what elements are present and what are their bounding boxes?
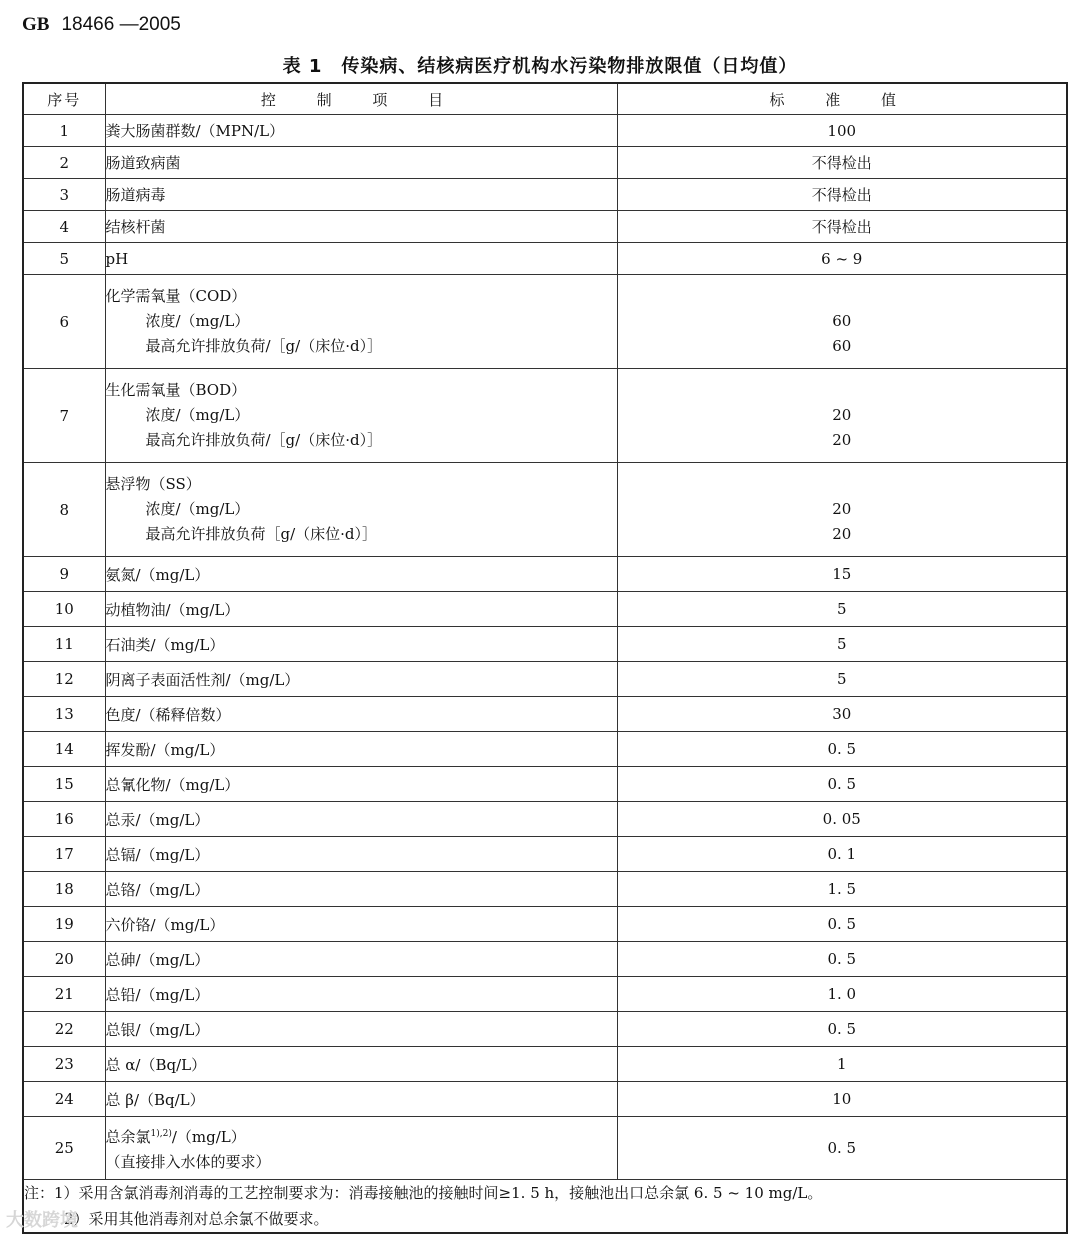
standard-number (22, 14, 181, 36)
row-item: 阴离子表面活性剂/（mg/L） (105, 662, 617, 697)
row-item: 粪大肠菌群数/（MPN/L） (105, 115, 617, 147)
row-value: 20 (832, 406, 852, 424)
row-no: 4 (23, 211, 105, 243)
table-row (23, 907, 1067, 942)
table-row (23, 1047, 1067, 1082)
row-item: 肠道病毒 (105, 179, 617, 211)
discharge-limits-table (22, 82, 1068, 1234)
row-value: 0. 5 (617, 1012, 1067, 1047)
table-row (23, 147, 1067, 179)
row-no: 9 (23, 557, 105, 592)
row-no: 23 (23, 1047, 105, 1082)
row-subitem: 最高允许排放负荷［g/（床位·d）］ (145, 525, 378, 543)
row-value: 5 (617, 592, 1067, 627)
row-no: 19 (23, 907, 105, 942)
row-item: 挥发酚/（mg/L） (105, 732, 617, 767)
table-row (23, 627, 1067, 662)
row-no: 21 (23, 977, 105, 1012)
row-item: 石油类/（mg/L） (105, 627, 617, 662)
row-no: 24 (23, 1082, 105, 1117)
table-row (23, 115, 1067, 147)
row-value: 1. 0 (617, 977, 1067, 1012)
footnote-ref: 1),2) (150, 1128, 172, 1139)
watermark-logo: 大数跨境 (6, 1210, 78, 1231)
row-value: 5 (617, 627, 1067, 662)
table-row (23, 179, 1067, 211)
table-row (23, 1117, 1067, 1180)
table-row (23, 977, 1067, 1012)
row-no: 6 (23, 275, 105, 369)
row-value: 6 ~ 9 (617, 243, 1067, 275)
row-value: 20 (832, 500, 852, 518)
row-no: 15 (23, 767, 105, 802)
row-item: 总 α/（Bq/L） (105, 1047, 617, 1082)
row-item-group (105, 463, 617, 557)
table-row (23, 1012, 1067, 1047)
row-subitem: 最高允许排放负荷/［g/（床位·d）］ (145, 337, 383, 355)
table-row (23, 463, 1067, 557)
row-no: 25 (23, 1117, 105, 1180)
row-subitem: 浓度/（mg/L） (145, 312, 250, 330)
row-value: 1 (617, 1047, 1067, 1082)
row-item: 总砷/（mg/L） (105, 942, 617, 977)
row-value: 5 (617, 662, 1067, 697)
row-value: 20 (832, 431, 852, 449)
row-value: 60 (832, 337, 852, 355)
row-item: 悬浮物（SS） (105, 475, 201, 493)
row-item: 总余氯$^{1),2)}$/（mg/L） (105, 1127, 246, 1146)
row-value: 0. 5 (617, 942, 1067, 977)
standard-year: 18466 —2005 (61, 14, 181, 35)
table-caption: 表 1 传染病、结核病医疗机构水污染物排放限值（日均值） (282, 56, 798, 77)
table-row (23, 732, 1067, 767)
notes-row (23, 1180, 1067, 1234)
row-value: 0. 5 (617, 1117, 1067, 1180)
row-no: 2 (23, 147, 105, 179)
row-item: 化学需氧量（COD） (105, 287, 247, 305)
row-value-group (617, 275, 1067, 369)
row-no: 7 (23, 369, 105, 463)
table-notes (23, 1180, 1067, 1234)
row-no: 18 (23, 872, 105, 907)
row-value: 20 (832, 525, 852, 543)
row-item: 总氰化物/（mg/L） (105, 767, 617, 802)
row-value: 不得检出 (617, 147, 1067, 179)
row-item: 总汞/（mg/L） (105, 802, 617, 837)
column-header-no: 序号 (23, 83, 105, 115)
row-item: 总 β/（Bq/L） (105, 1082, 617, 1117)
row-no: 16 (23, 802, 105, 837)
note-1: 注：1）采用含氯消毒剂消毒的工艺控制要求为：消毒接触池的接触时间≥1. 5 h，接触池出口总余氯 6. 5 ~ 10 mg/L。 (24, 1184, 823, 1202)
standard-code: GB (22, 14, 50, 35)
row-no: 17 (23, 837, 105, 872)
row-item-group (105, 1117, 617, 1180)
table-row (23, 662, 1067, 697)
row-value: 10 (617, 1082, 1067, 1117)
row-item: 结核杆菌 (105, 211, 617, 243)
row-item: 色度/（稀释倍数） (105, 697, 617, 732)
row-value: 100 (617, 115, 1067, 147)
table-row (23, 369, 1067, 463)
row-item-group (105, 275, 617, 369)
row-value: 0. 1 (617, 837, 1067, 872)
row-no: 3 (23, 179, 105, 211)
row-no: 10 (23, 592, 105, 627)
table-row (23, 697, 1067, 732)
row-item: 六价铬/（mg/L） (105, 907, 617, 942)
row-no: 1 (23, 115, 105, 147)
row-value: 15 (617, 557, 1067, 592)
table-row (23, 243, 1067, 275)
row-value: 不得检出 (617, 211, 1067, 243)
table-row (23, 767, 1067, 802)
row-item-group (105, 369, 617, 463)
table-header-row (23, 83, 1067, 115)
row-value: 30 (617, 697, 1067, 732)
row-item: 总铅/（mg/L） (105, 977, 617, 1012)
table-row (23, 802, 1067, 837)
table-row (23, 942, 1067, 977)
row-value-group (617, 369, 1067, 463)
row-item: 总镉/（mg/L） (105, 837, 617, 872)
row-item: 总银/（mg/L） (105, 1012, 617, 1047)
row-item-line2: （直接排入水体的要求） (105, 1152, 271, 1171)
row-subitem: 浓度/（mg/L） (145, 500, 250, 518)
row-subitem: 浓度/（mg/L） (145, 406, 250, 424)
row-no: 11 (23, 627, 105, 662)
row-value: 0. 05 (617, 802, 1067, 837)
row-subitem: 最高允许排放负荷/［g/（床位·d）］ (145, 431, 383, 449)
table-row (23, 275, 1067, 369)
column-header-item: 控 制 项 目 (105, 83, 617, 115)
row-item: 总铬/（mg/L） (105, 872, 617, 907)
row-value: 60 (832, 312, 852, 330)
row-no: 12 (23, 662, 105, 697)
row-no: 14 (23, 732, 105, 767)
row-no: 5 (23, 243, 105, 275)
row-value: 0. 5 (617, 767, 1067, 802)
row-value: 1. 5 (617, 872, 1067, 907)
row-value: 0. 5 (617, 732, 1067, 767)
row-value-group (617, 463, 1067, 557)
table-row (23, 872, 1067, 907)
row-no: 22 (23, 1012, 105, 1047)
row-value: 不得检出 (617, 179, 1067, 211)
row-item: 氨氮/（mg/L） (105, 557, 617, 592)
row-item: 生化需氧量（BOD） (105, 381, 247, 399)
row-value: 0. 5 (617, 907, 1067, 942)
table-row (23, 592, 1067, 627)
row-no: 8 (23, 463, 105, 557)
column-header-value: 标 准 值 (617, 83, 1067, 115)
table-row (23, 1082, 1067, 1117)
row-item: 动植物油/（mg/L） (105, 592, 617, 627)
row-item: 肠道致病菌 (105, 147, 617, 179)
row-no: 13 (23, 697, 105, 732)
table-row (23, 837, 1067, 872)
note-2: 2）采用其他消毒剂对总余氯不做要求。 (64, 1210, 329, 1228)
table-row (23, 557, 1067, 592)
row-no: 20 (23, 942, 105, 977)
table-row (23, 211, 1067, 243)
row-item: pH (105, 243, 617, 275)
